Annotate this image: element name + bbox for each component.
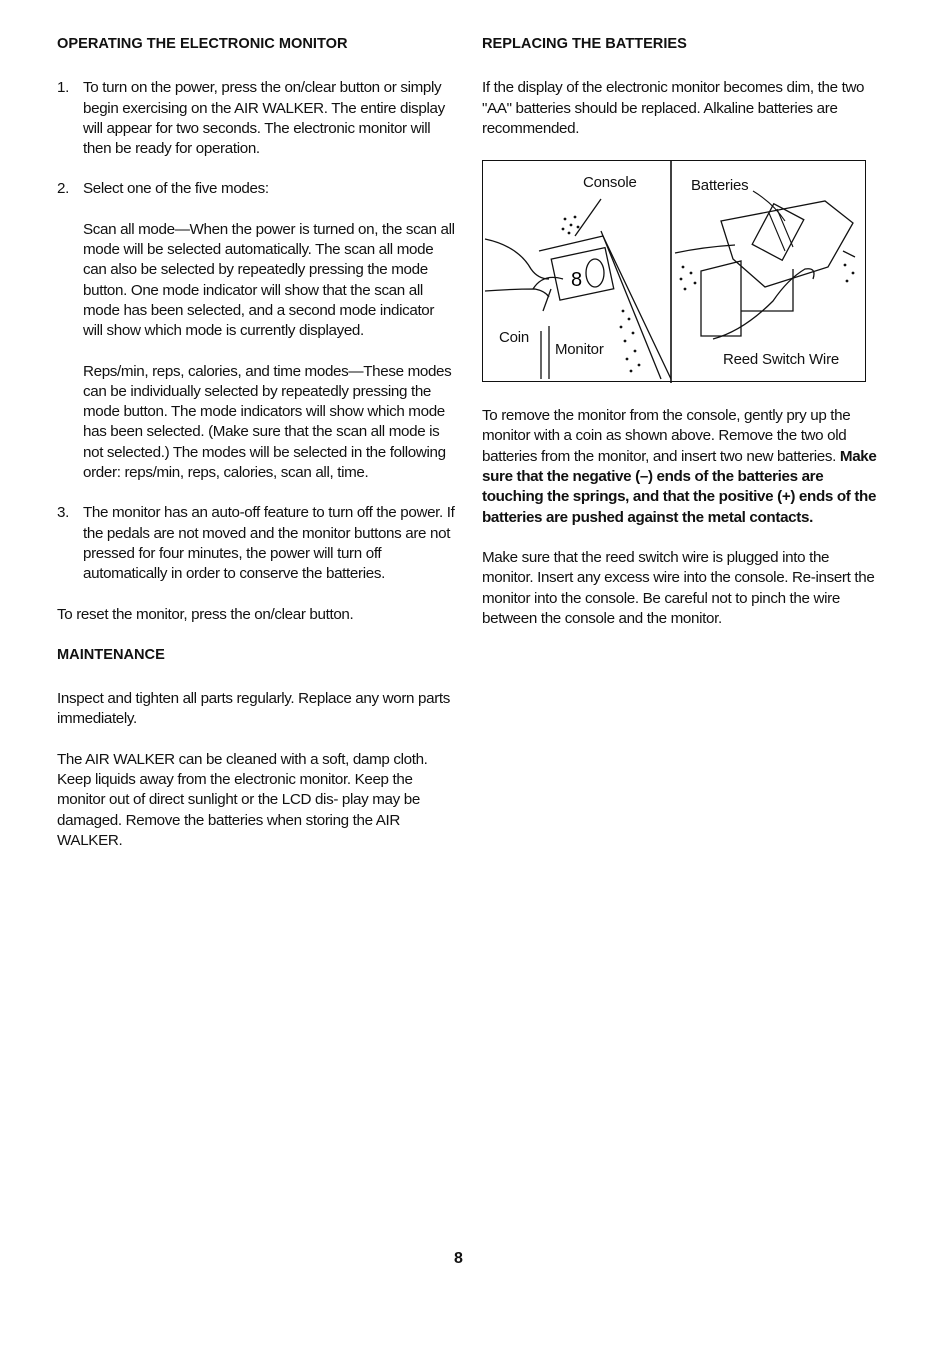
reed-switch-text: Make sure that the reed switch wire is plugged into the monitor. Insert any excess wire into the console. Re-insert the monitor into the console. Be careful not to pinch the wire between the console and the monitor. [482, 548, 875, 627]
maintenance-text: Inspect and tighten all parts regularly. Replace any worn parts immediately. [57, 690, 451, 728]
remove-monitor-normal: To remove the monitor from the console, gently pry up the monitor with a coin as shown above. Remove the two old batteries from the monitor, and insert two new batteries. [482, 407, 851, 465]
list-number: 2. [57, 180, 69, 198]
batteries-label: Batteries [691, 177, 749, 195]
page-number: 8 [454, 1250, 463, 1267]
list-number: 1. [57, 79, 69, 97]
battery-polarity-warning: Make sure that the negative (–) ends of the batteries are touching the springs, and that the positive (+) ends of the batteries are pushed against the metal contacts. [482, 447, 877, 526]
list-item [57, 503, 457, 584]
batteries-intro: If the display of the electronic monitor becomes dim, the two "AA" batteries should be replaced. Alkaline batteries are recommended. [482, 79, 865, 137]
maintenance-heading: MAINTENANCE [57, 646, 165, 663]
reset-text: To reset the monitor, press the on/clear button. [57, 605, 354, 623]
list-number: 3. [57, 504, 69, 522]
cleaning-text: The AIR WALKER can be cleaned with a soft, damp cloth. Keep liquids away from the electronic monitor. Keep the monitor out of direct sunlight or the LCD dis- play may be damaged. Remove the batteries when storing the AIR WALKER. [57, 750, 428, 849]
batteries-heading: REPLACING THE BATTERIES [482, 36, 687, 52]
power-on-text: To turn on the power, press the on/clear button or simply begin exercising on the AIR WALKER. The entire display will appear for two seconds. The electronic monitor will then be ready for operation. [83, 79, 445, 158]
remove-monitor-text [482, 406, 882, 528]
left-column [57, 34, 457, 851]
monitor-digit: 8 [571, 269, 582, 292]
monitor-label: Monitor [555, 341, 604, 359]
scan-mode-text: Scan all mode—When the power is turned on, the scan all mode will be selected automatically. The scan all mode can also be selected by repeatedly pressing the mode button. One mode indicator will show that the scan all mode has been selected, and a second mode indicator will show which mode is currently displayed. [83, 220, 455, 340]
reed-switch-wire-label: Reed Switch Wire [723, 351, 840, 369]
select-modes-text: Select one of the five modes: [83, 180, 269, 198]
console-label: Console [583, 174, 637, 192]
other-modes-text: Reps/min, reps, calories, and time modes—These modes can be individually selected by repeatedly pressing the mode button. The mode indicators will show which mode has been selected. (Make sure that the scan all mode is not selected.) The modes will be selected in the following order: reps/min, reps, calories, scan all, time. [83, 362, 452, 482]
coin-label: Coin [499, 329, 530, 347]
list-item [57, 179, 457, 483]
battery-figure [482, 160, 866, 382]
right-column [482, 34, 882, 629]
auto-off-text: The monitor has an auto-off feature to turn off the power. If the pedals are not moved and the monitor buttons are not pressed for four minutes, the power will turn off automatically in order to conserve the batteries. [83, 504, 455, 583]
operating-heading: OPERATING THE ELECTRONIC MONITOR [57, 36, 348, 52]
list-item [57, 78, 457, 159]
